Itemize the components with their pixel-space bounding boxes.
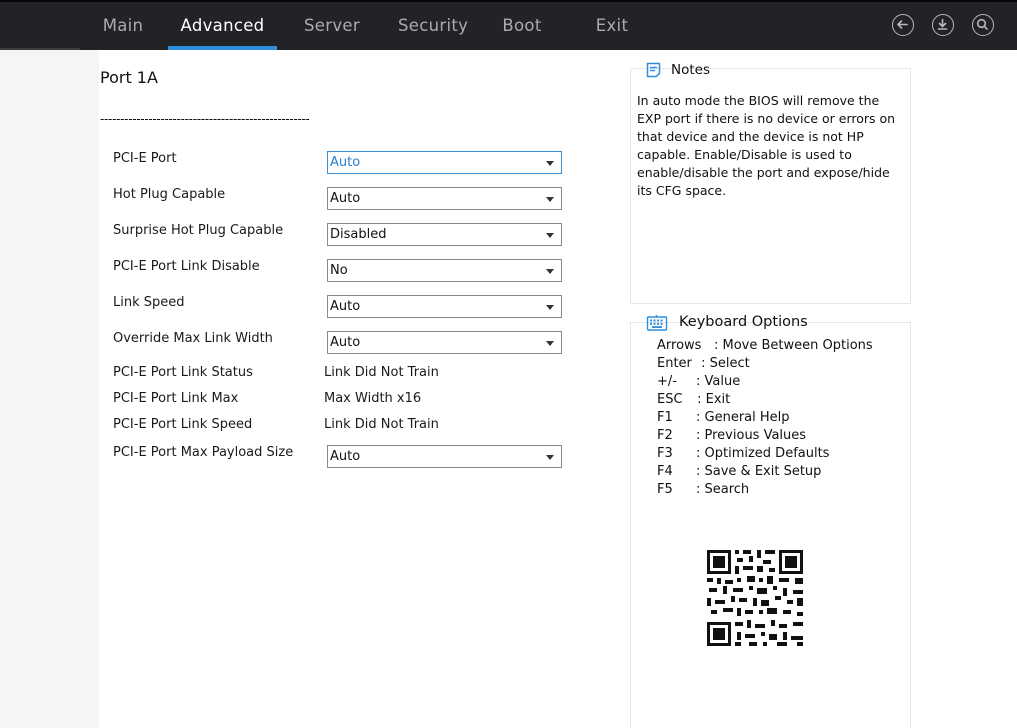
kb-desc: : Exit [693,392,731,407]
kb-option-enter [657,356,750,371]
tab-boot[interactable]: Boot [502,16,542,35]
chevron-down-icon [546,455,554,460]
chevron-down-icon [546,269,554,274]
link-speed-select[interactable] [327,295,562,318]
kb-option-arrows [657,338,873,353]
setting-label-max-payload-size: PCI-E Port Max Payload Size [113,445,294,460]
max-payload-size-value: Auto [330,449,361,464]
keyboard-options-title: Keyboard Options [679,314,808,330]
link-speed-value: Auto [330,299,361,314]
link-max-value: Max Width x16 [324,391,422,406]
right-margin [911,50,1017,728]
kb-key: F5 [657,482,673,497]
kb-key: Arrows [657,338,702,353]
chevron-down-icon [546,197,554,202]
setting-label-port-link-speed: PCI-E Port Link Speed [113,417,253,432]
kb-desc: : Previous Values [696,428,807,443]
tab-security[interactable]: Security [398,16,469,35]
link-disable-select[interactable] [327,259,562,282]
notes-icon [645,61,663,79]
kb-key: F4 [657,464,673,479]
chevron-down-icon [546,341,554,346]
link-status-value: Link Did Not Train [324,365,439,380]
search-icon[interactable] [972,14,994,36]
kb-desc: : Save & Exit Setup [696,464,822,479]
keyboard-icon [646,314,668,332]
kb-key: F2 [657,428,673,443]
kb-option-f5 [657,482,749,497]
setting-label-hot-plug-capable: Hot Plug Capable [113,187,226,202]
setting-label-link-status: PCI-E Port Link Status [113,365,253,380]
chevron-down-icon [546,233,554,238]
surprise-hot-plug-value: Disabled [330,227,387,242]
setting-label-surprise-hot-plug: Surprise Hot Plug Capable [113,223,284,238]
title-separator: ---------------------------------------------------- [100,112,310,126]
port-link-speed-value: Link Did Not Train [324,417,439,432]
top-edge-line [0,0,1017,2]
override-link-width-value: Auto [330,335,361,350]
notes-text: In auto mode the BIOS will remove the EXP port if there is no device or errors on that device and the device is not HP capable. Enable/Disable is used to enable/disable the port and expose/hide its CFG space. [637,93,896,198]
kb-key: F1 [657,410,673,425]
active-tab-indicator [168,46,277,50]
tab-server[interactable]: Server [304,16,360,35]
kb-option-f1 [657,410,790,425]
qr-code [697,538,817,658]
kb-option-f2 [657,428,806,443]
hot-plug-capable-select[interactable] [327,187,562,210]
tab-exit[interactable]: Exit [595,16,629,35]
pcie-port-value: Auto [330,155,361,170]
setting-label-pcie-port: PCI-E Port [113,151,177,166]
download-icon[interactable] [932,14,954,36]
notes-title: Notes [671,62,710,78]
setting-label-link-speed: Link Speed [113,295,185,310]
setting-label-link-disable: PCI-E Port Link Disable [113,259,260,274]
setting-label-override-link-width: Override Max Link Width [113,331,273,346]
kb-desc: : Value [696,374,741,389]
surprise-hot-plug-select[interactable] [327,223,562,246]
kb-option-f4 [657,464,821,479]
kb-option-value [657,374,740,389]
max-payload-size-select[interactable] [327,445,562,468]
kb-key: Enter [657,356,692,371]
kb-option-esc [657,392,730,407]
kb-desc: : Select [697,356,750,371]
tab-advanced[interactable]: Advanced [180,16,265,35]
tab-main[interactable]: Main [102,16,144,35]
kb-key: F3 [657,446,673,461]
chevron-down-icon [546,161,554,166]
link-disable-value: No [330,263,348,278]
kb-key: +/- [657,374,677,389]
kb-key: ESC [657,392,683,407]
kb-desc: : Search [696,482,750,497]
kb-desc: : Move Between Options [714,338,873,353]
kb-option-f3 [657,446,829,461]
kb-desc: : Optimized Defaults [696,446,830,461]
page-title: Port 1A [100,68,158,87]
setting-label-link-max: PCI-E Port Link Max [113,391,239,406]
chevron-down-icon [546,305,554,310]
back-icon[interactable] [892,14,914,36]
top-nav-bar [0,0,1017,50]
pcie-port-select[interactable] [327,151,562,174]
kb-desc: : General Help [696,410,790,425]
hot-plug-capable-value: Auto [330,191,361,206]
left-margin [0,50,99,728]
override-link-width-select[interactable] [327,331,562,354]
